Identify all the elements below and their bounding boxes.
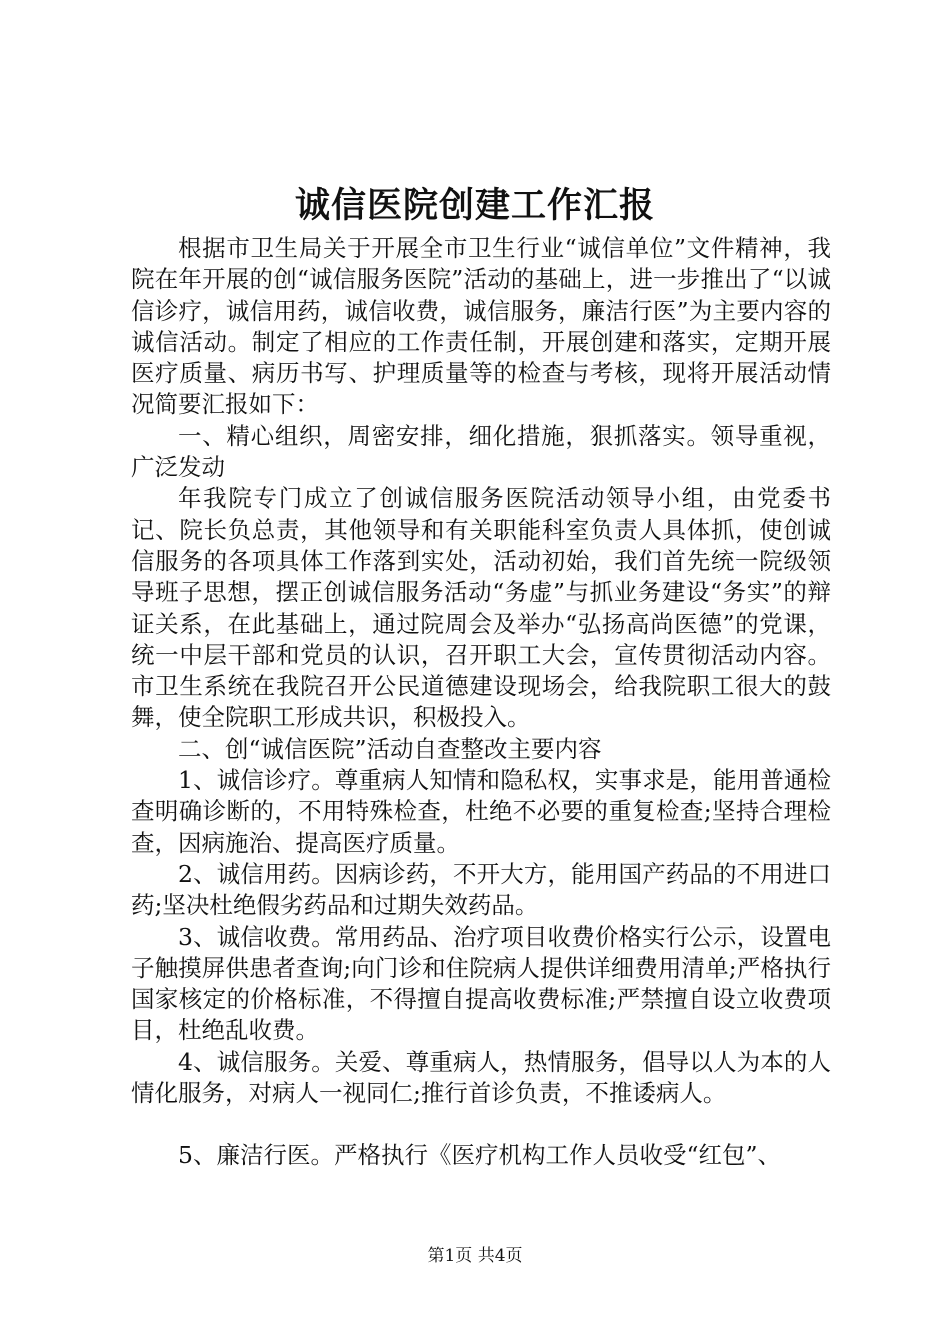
paragraph-section-2-heading: 二、创“诚信医院”活动自查整改主要内容 — [178, 734, 602, 763]
paragraph-item-1: 1、诚信诊疗。尊重病人知情和隐私权，实事求是，能用普通检查明确诊断的，不用特殊检查，杜绝不必要的重复检查;坚持合理检查，因病施治、提高医疗质量。 — [131, 766, 831, 857]
paragraph-section-1-heading: 一、精心组织，周密安排，细化措施，狠抓落实。领导重视，广泛发动 — [131, 421, 831, 482]
page-number-footer: 第1页 共4页 — [427, 1246, 523, 1266]
paragraph-section-1-body: 年我院专门成立了创诚信服务医院活动领导小组，由党委书记、院长负总责，其他领导和有关职能科室负责人具体抓，使创诚信服务的各项具体工作落到实处，活动初始，我们首先统一院级领导班子思想，摆正创诚信服务活动“务虚”与抓业务建设“务实”的辩证关系，在此基础上，通过院周会及举办“弘扬高尚医德”的党课，统一中层干部和党员的认识，召开职工大会，宣传贯彻活动内容。市卫生系统在我院召开公民道德建设现场会，给我院职工很大的鼓舞，使全院职工形成共识，积极投入。 — [131, 484, 831, 732]
paragraph-item-3: 3、诚信收费。常用药品、治疗项目收费价格实行公示，设置电子触摸屏供患者查询;向门诊和住院病人提供详细费用清单;严格执行国家核定的价格标准，不得擅自提高收费标准;严禁擅自设立收费项目，杜绝乱收费。 — [131, 922, 831, 1045]
document-title: 诚信医院创建工作汇报 — [294, 185, 655, 226]
paragraph-item-2: 2、诚信用药。因病诊药，不开大方，能用国产药品的不用进口药;坚决杜绝假劣药品和过期失效药品。 — [131, 859, 831, 920]
paragraph-item-4: 4、诚信服务。关爱、尊重病人，热情服务，倡导以人为本的人情化服务，对病人一视同仁;推行首诊负责，不推诿病人。 — [131, 1047, 831, 1108]
document-body — [131, 233, 831, 1172]
paragraph-item-5: 5、廉洁行医。严格执行《医疗机构工作人员收受“红包”、 — [178, 1141, 781, 1170]
paragraph-intro: 根据市卫生局关于开展全市卫生行业“诚信单位”文件精神，我院在年开展的创“诚信服务医院”活动的基础上，进一步推出了“以诚信诊疗，诚信用药，诚信收费，诚信服务，廉洁行医”为主要内容的诚信活动。制定了相应的工作责任制，开展创建和落实，定期开展医疗质量、病历书写、护理质量等的检查与考核，现将开展活动情况简要汇报如下： — [131, 234, 831, 419]
